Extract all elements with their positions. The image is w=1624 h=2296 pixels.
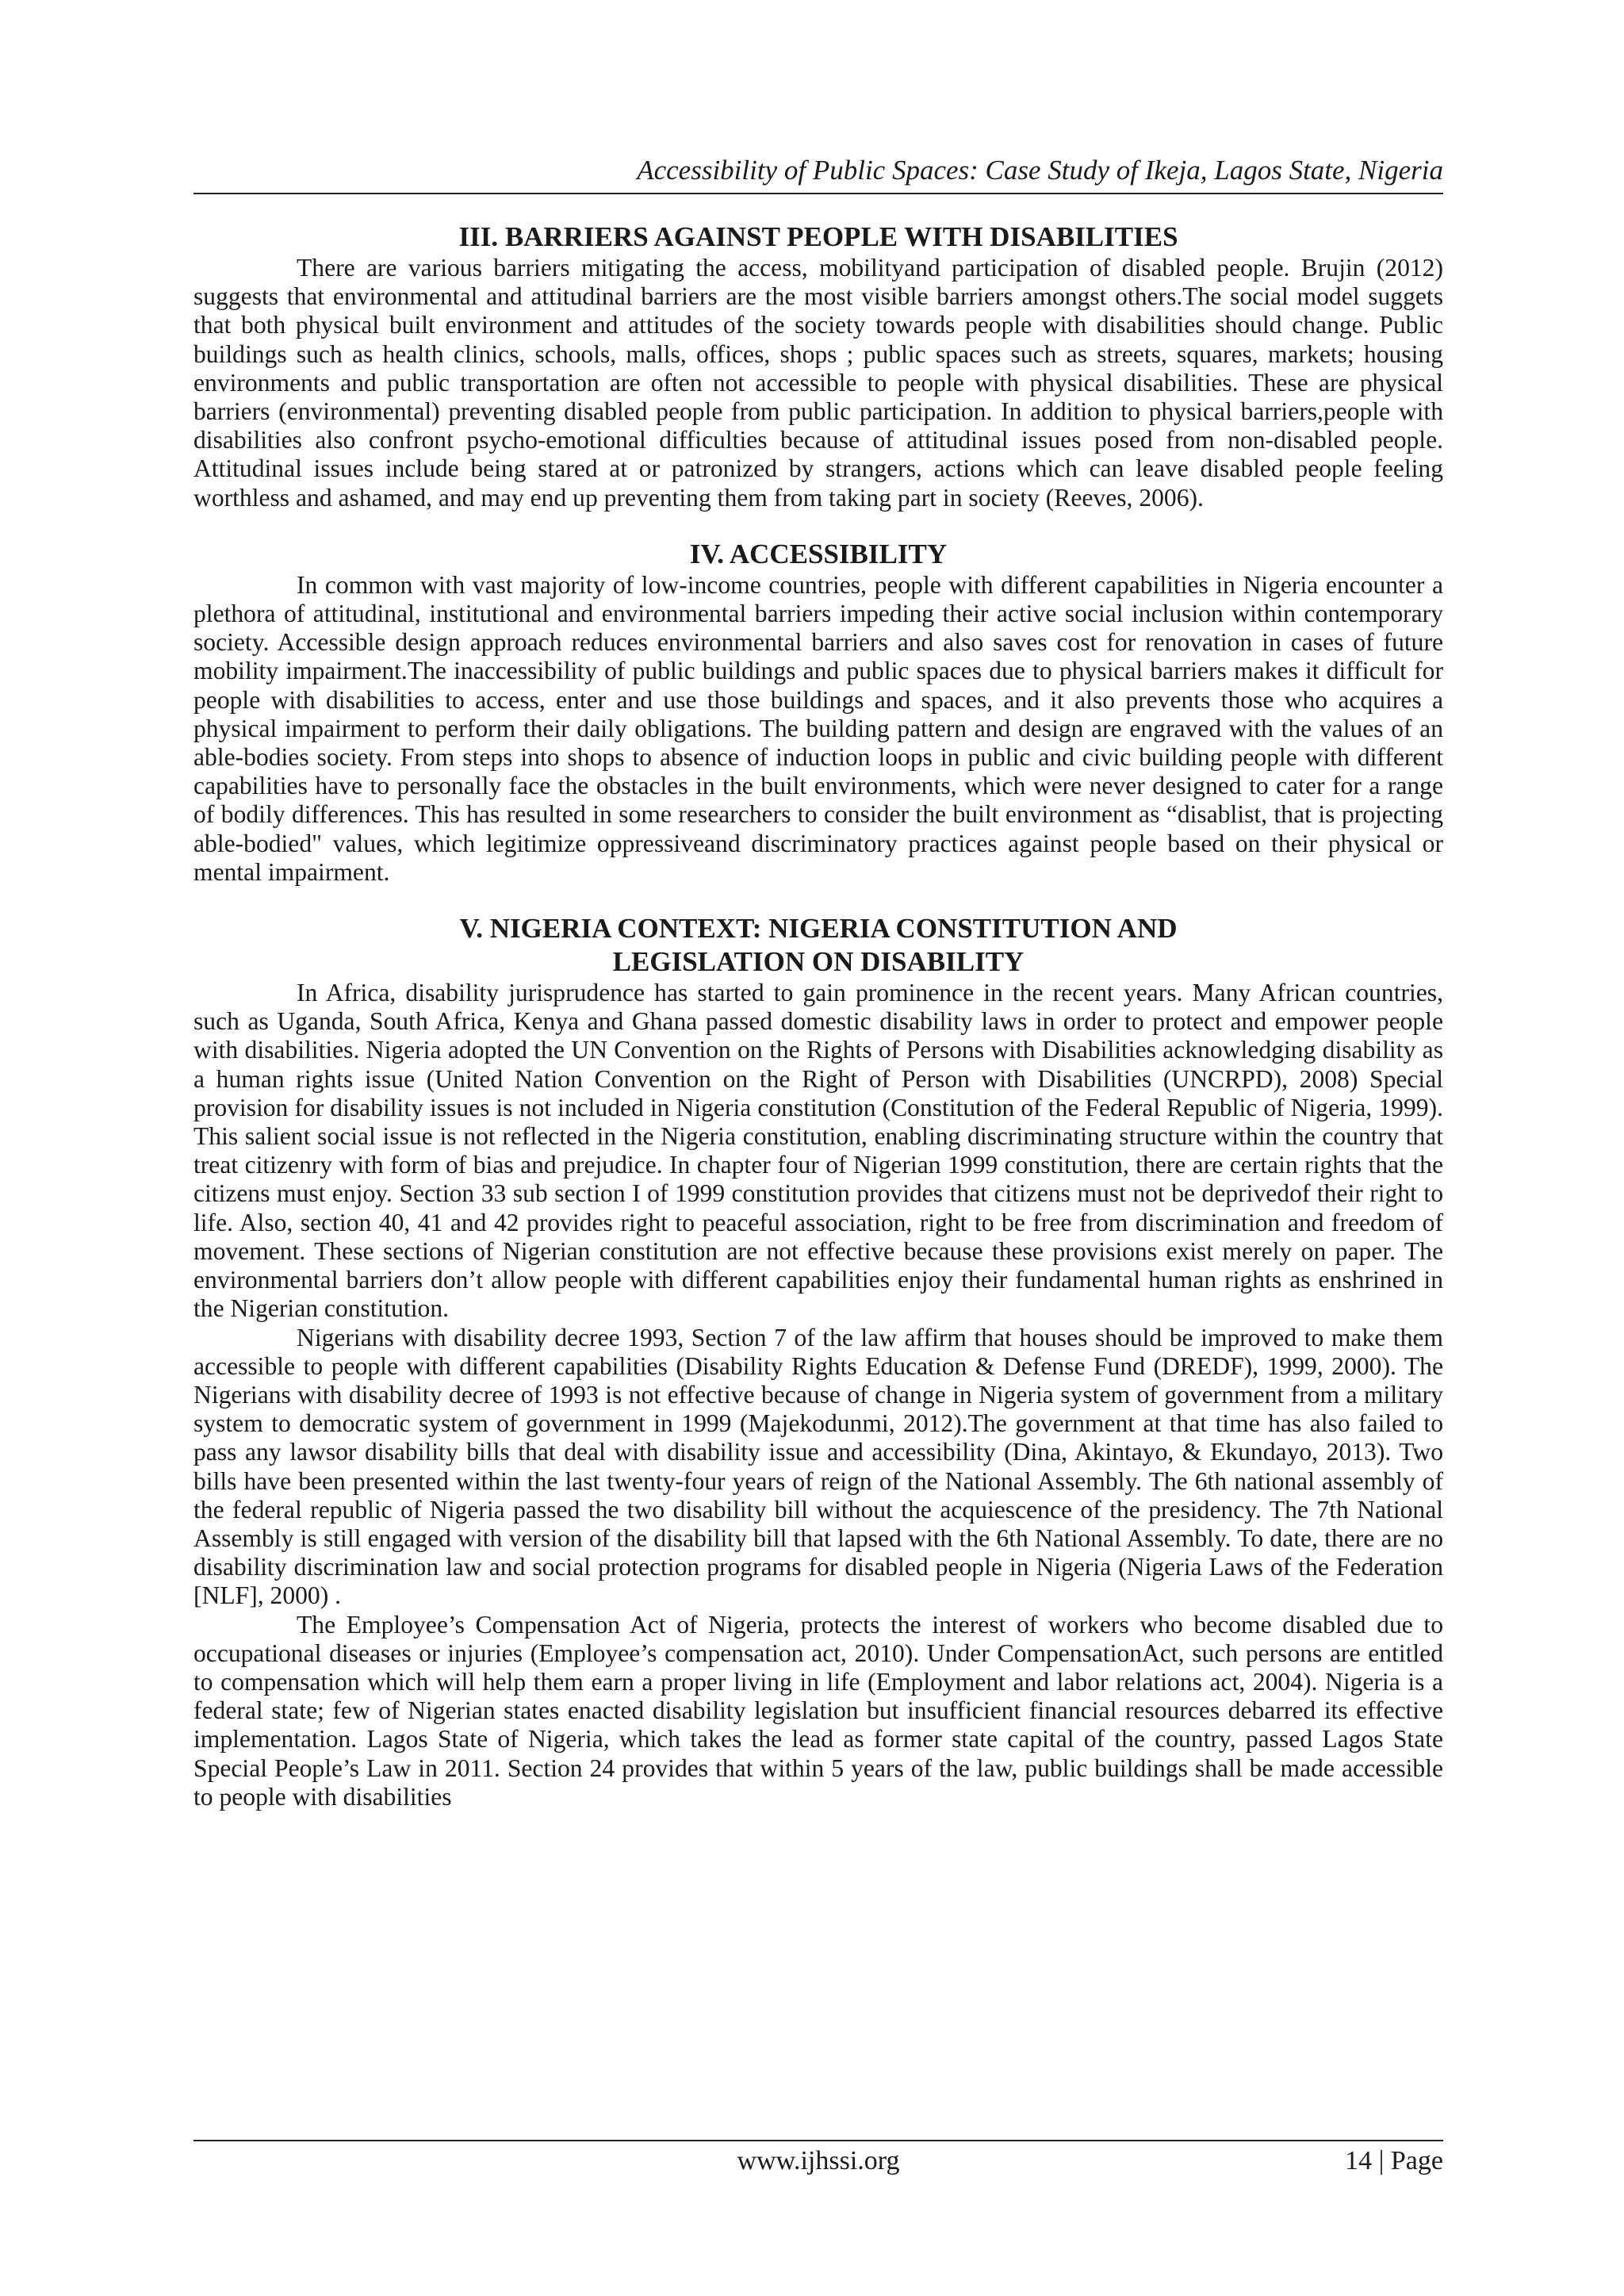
footer-divider — [193, 2140, 1443, 2141]
footer-website-url: www.ijhssi.org — [737, 2146, 900, 2175]
document-page — [193, 0, 1443, 2296]
header-divider — [193, 193, 1443, 194]
paragraph-barriers: There are various barriers mitigating the access, mobilityand participation of disabled people. Brujin (2012) suggests that environmental and attitudinal barriers are the most visible barriers amongst others.The social model suggets that both physical built environment and attitudes of the society towards people with disabilities should change. Public buildings such as health clinics, schools, malls, offices, shops ; public spaces such as streets, squares, markets; housing environments and public transportation are often not accessible to people with physical disabilities. These are physical barriers (environmental) preventing disabled people from public participation. In addition to physical barriers,people with disabilities also confront psycho-emotional difficulties because of attitudinal issues posed from non-disabled people. Attitudinal issues include being stared at or patronized by strangers, actions which can leave disabled people feeling worthless and ashamed, and may end up preventing them from taking part in society (Reeves, 2006). — [193, 254, 1443, 512]
paragraph-nigeria-context-3: The Employee’s Compensation Act of Nigeria, protects the interest of workers who become disabled due to occupational diseases or injuries (Employee’s compensation act, 2010). Under CompensationAct, such persons are entitled to compensation which will help them earn a proper living in life (Employment and labor relations act, 2004). Nigeria is a federal state; few of Nigerian states enacted disability legislation but insufficient financial resources debarred its effective implementation. Lagos State of Nigeria, which takes the lead as former state capital of the country, passed Lagos State Special People’s Law in 2011. Section 24 provides that within 5 years of the law, public buildings shall be made accessible to people with disabilities — [193, 1610, 1443, 1811]
section-heading-nigeria-context: V. NIGERIA CONTEXT: NIGERIA CONSTITUTION AND LEGISLATION ON DISABILITY — [459, 913, 1178, 978]
section-heading-barriers: III. BARRIERS AGAINST PEOPLE WITH DISABILITIES — [458, 221, 1178, 252]
running-header-title: Accessibility of Public Spaces: Case Study of Ikeja, Lagos State, Nigeria — [637, 155, 1443, 186]
paragraph-nigeria-context-2: Nigerians with disability decree 1993, Section 7 of the law affirm that houses should be improved to make them accessible to people with different capabilities (Disability Rights Education & Defense Fund (DREDF), 1999, 2000). The Nigerians with disability decree of 1993 is not effective because of change in Nigeria system of government from a military system to democratic system of government in 1999 (Majekodunmi, 2012).The government at that time has also failed to pass any lawsor disability bills that deal with disability issue and accessibility (Dina, Akintayo, & Ekundayo, 2013). Two bills have been presented within the last twenty-four years of reign of the National Assembly. The 6th national assembly of the federal republic of Nigeria passed the two disability bill without the acquiescence of the presidency. The 7th National Assembly is still engaged with version of the disability bill that lapsed with the 6th National Assembly. To date, there are no disability discrimination law and social protection programs for disabled people in Nigeria (Nigeria Laws of the Federation [NLF], 2000) . — [193, 1323, 1443, 1610]
section-heading-accessibility: IV. ACCESSIBILITY — [689, 538, 948, 569]
paragraph-nigeria-context-1: In Africa, disability jurisprudence has started to gain prominence in the recent years. Many African countries, such as Uganda, South Africa, Kenya and Ghana passed domestic disability laws in order to protect and empower people with disabilities. Nigeria adopted the UN Convention on the Rights of Persons with Disabilities acknowledging disability as a human rights issue (United Nation Convention on the Right of Person with Disabilities (UNCRPD), 2008) Special provision for disability issues is not included in Nigeria constitution (Constitution of the Federal Republic of Nigeria, 1999). This salient social issue is not reflected in the Nigeria constitution, enabling discriminating structure within the country that treat citizenry with form of bias and prejudice. In chapter four of Nigerian 1999 constitution, there are certain rights that the citizens must enjoy. Section 33 sub section I of 1999 constitution provides that citizens must not be deprivedof their right to life. Also, section 40, 41 and 42 provides right to peaceful association, right to be free from discrimination and freedom of movement. These sections of Nigerian constitution are not effective because these provisions exist merely on paper. The environmental barriers don’t allow people with different capabilities enjoy their fundamental human rights as enshrined in the Nigerian constitution. — [193, 979, 1443, 1323]
paragraph-accessibility: In common with vast majority of low-income countries, people with different capabilities in Nigeria encounter a plethora of attitudinal, institutional and environmental barriers impeding their active social inclusion within contemporary society. Accessible design approach reduces environmental barriers and also saves cost for renovation in cases of future mobility impairment.The inaccessibility of public buildings and public spaces due to physical barriers makes it difficult for people with disabilities to access, enter and use those buildings and spaces, and it also prevents those who acquires a physical impairment to perform their daily obligations. The building pattern and design are engraved with the values of an able-bodies society. From steps into shops to absence of induction loops in public and civic building people with different capabilities have to personally face the obstacles in the built environments, which were never designed to cater for a range of bodily differences. This has resulted in some researchers to consider the built environment as “disablist, that is projecting able-bodied" values, which legitimize oppressiveand discriminatory practices against people based on their physical or mental impairment. — [193, 570, 1443, 886]
footer-page-number: 14 | Page — [1345, 2146, 1443, 2175]
document-body — [193, 220, 1443, 1811]
